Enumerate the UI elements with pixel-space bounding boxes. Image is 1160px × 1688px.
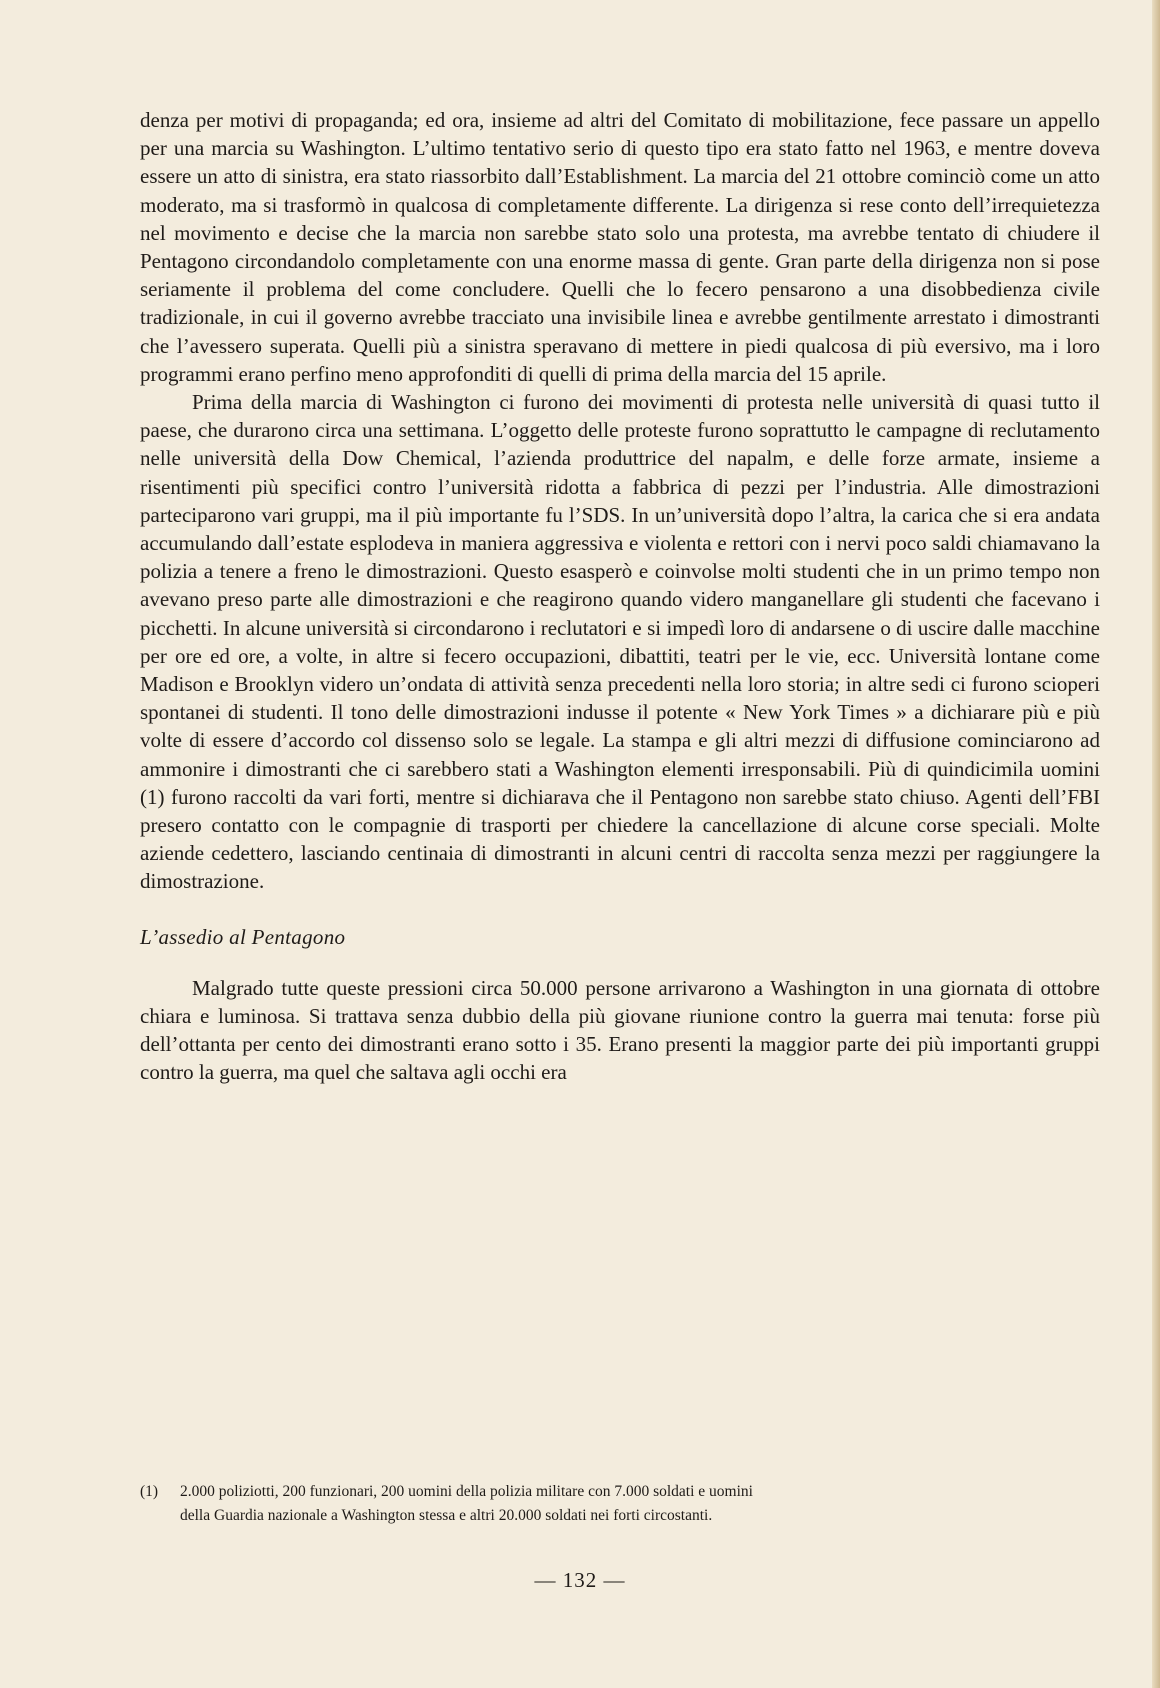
page-number: — 132 —: [534, 1568, 626, 1592]
paragraph-3: Malgrado tutte queste pressioni circa 50.000 persone arrivarono a Washington in una giornata di ottobre chiara e luminosa. Si trattava senza dubbio della più giovane riunione contro la guerra mai tenuta: forse più dell’ottanta per cento dei dimostranti erano sotto i 35. Erano presenti la maggior parte dei più importanti gruppi contro la guerra, ma quel che saltava agli occhi era: [140, 975, 1100, 1085]
footnote-text-1: 2.000 poliziotti, 200 funzionari, 200 uomini della polizia militare con 7.000 soldati e uomini: [180, 1483, 753, 1500]
paragraph-2: Prima della marcia di Washington ci furono dei movimenti di protesta nelle università di quasi tutto il paese, che durarono circa una settimana. L’oggetto delle proteste furono soprattutto le campagne di reclutamento nelle università della Dow Chemical, l’azienda produttrice del napalm, e delle forze armate, insieme a risentimenti più specifici contro l’università ridotta a fabbrica di pezzi per l’industria. Alle dimostrazioni parteciparono vari gruppi, ma il più importante fu l’SDS. In un’università dopo l’altra, la carica che si era andata accumulando dall’estate esplodeva in maniera aggressiva e violenta e rettori con i nervi poco saldi chiamavano la polizia a tenere a freno le dimostrazioni. Questo esasperò e coinvolse molti studenti che in un primo tempo non avevano preso parte alle dimostrazioni e che reagirono quando videro manganellare gli studenti che facevano i picchetti. In alcune università si circondarono i reclutatori e si impedì loro di andarsene o di uscire dalle macchine per ore ed ore, a volte, in altre si fecero occupazioni, dibattiti, teatri per le vie, ecc. Università lontane come Madison e Brooklyn videro un’ondata di attività senza precedenti nella loro storia; in altre sedi ci furono scioperi spontanei di studenti. Il tono delle dimostrazioni indusse il potente « New York Times » a dichiarare più e più volte di essere d’accordo col dissenso solo se legale. La stampa e gli altri mezzi di diffusione cominciarono ad ammonire i dimostranti che ci sarebbero stati a Washington elementi irresponsabili. Più di quindicimila uomini (1) furono raccolti da vari forti, mentre si dichiarava che il Pentagono non sarebbe stato chiuso. Agenti dell’FBI presero contatto con le compagnie di trasporti per chiedere la cancellazione di alcune corse speciali. Molte aziende cedettero, lasciando centinaia di dimostranti in alcuni centri di raccolta senza mezzi per raggiungere la dimostrazione.: [140, 390, 1100, 894]
footnote-line-1: [140, 1480, 1100, 1504]
main-text: [140, 106, 1100, 1087]
footnote-marker: (1): [140, 1483, 159, 1500]
footnote-line-2: della Guardia nazionale a Washington stessa e altri 20.000 soldati nei forti circostanti.: [180, 1507, 713, 1524]
footnote: [140, 1480, 1100, 1528]
section-title: L’assedio al Pentagono: [140, 924, 346, 949]
page-edge: [1152, 0, 1160, 1688]
paragraph-1: denza per motivi di propaganda; ed ora, insieme ad altri del Comitato di mobilitazione, fece passare un appello per una marcia su Washington. L’ultimo tentativo serio di questo tipo era stato fatto nel 1963, e mentre doveva essere un atto di sinistra, era stato riassorbito dall’Establishment. La marcia del 21 ottobre cominciò come un atto moderato, ma si trasformò in qualcosa di completamente differente. La dirigenza si rese conto dell’irrequietezza nel movimento e decise che la marcia non sarebbe stato solo una protesta, ma avrebbe tentato di chiudere il Pentagono circondandolo completamente con una enorme massa di gente. Gran parte della dirigenza non si pose seriamente il problema del come concludere. Quelli che lo fecero pensarono a una disobbedienza civile tradizionale, in cui il governo avrebbe tracciato una invisibile linea e avrebbe gentilmente arrestato i dimostranti che l’avessero superata. Quelli più a sinistra speravano di mettere in piedi qualcosa di più eversivo, ma i loro programmi erano perfino meno approfonditi di quelli di prima della marcia del 15 aprile.: [140, 108, 1100, 386]
